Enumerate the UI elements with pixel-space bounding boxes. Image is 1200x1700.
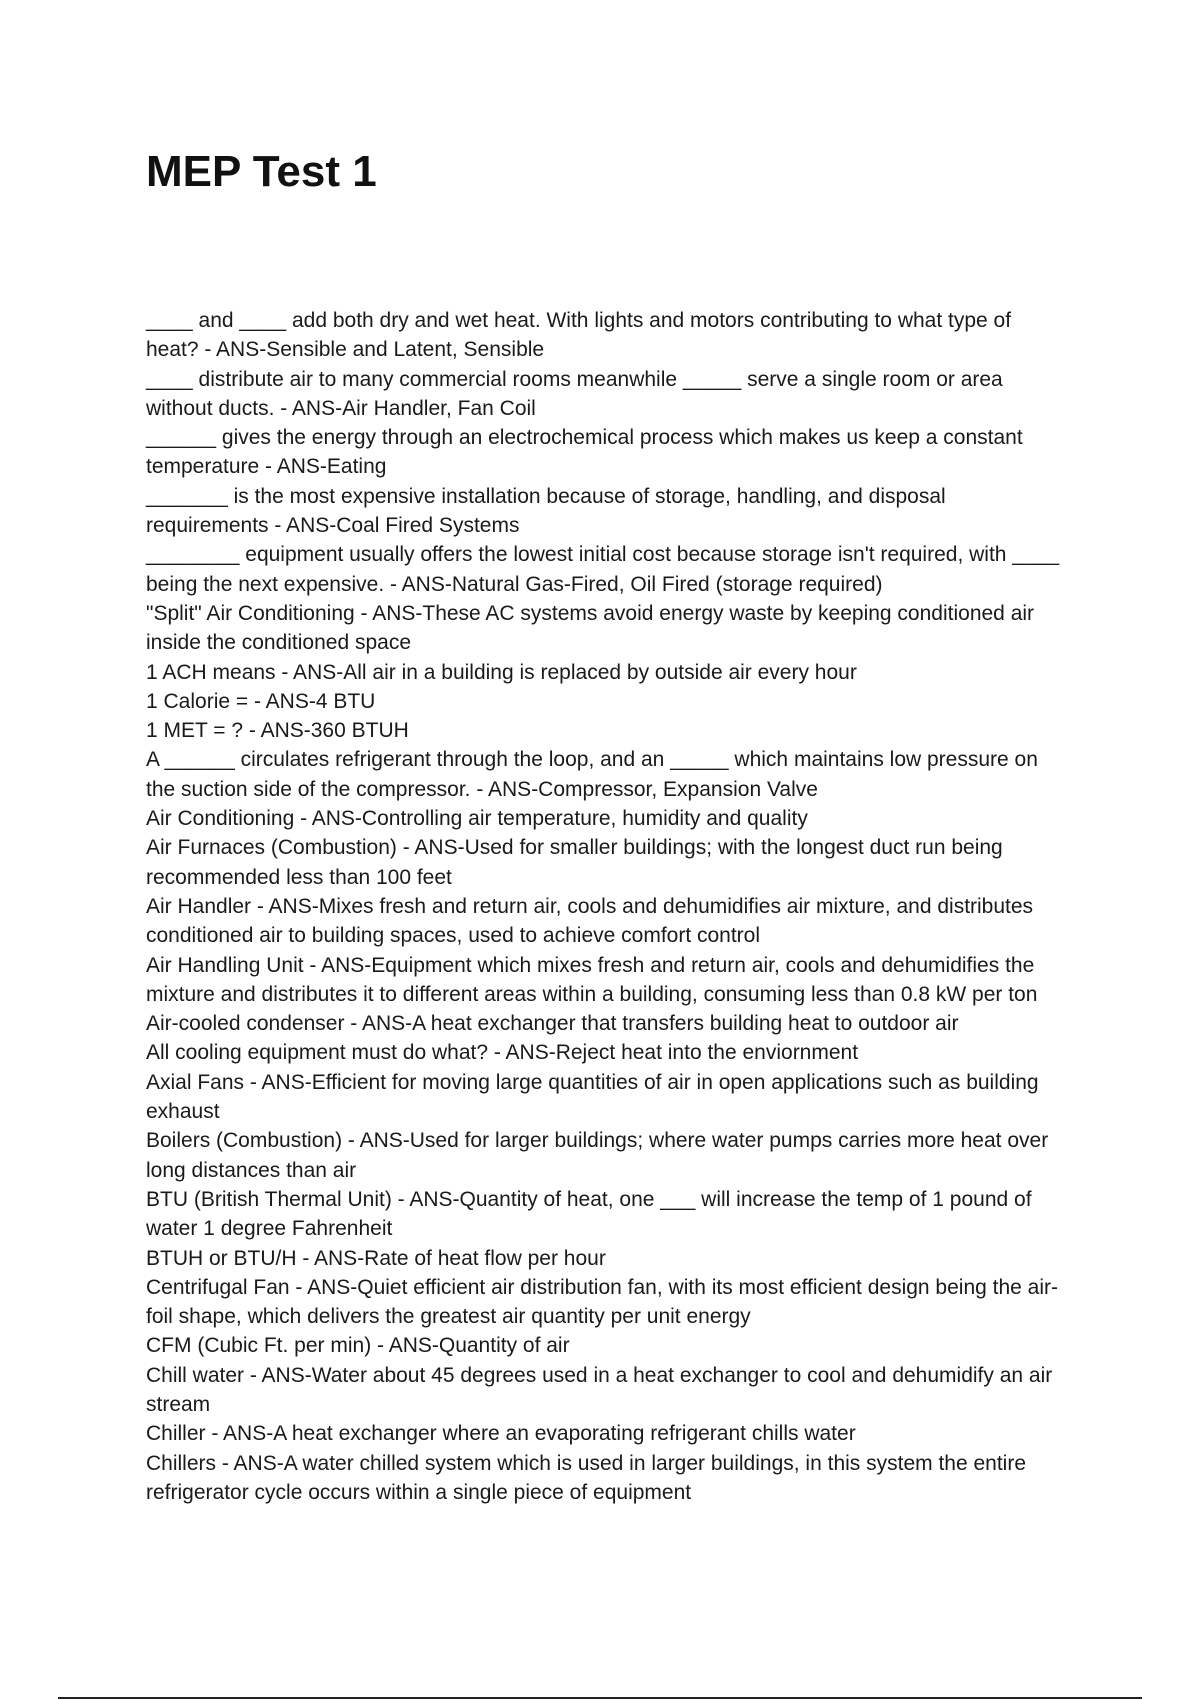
- flashcard-entry: Air Furnaces (Combustion) - ANS-Used for smaller buildings; with the longest duct run being recommended less than 100 feet: [146, 836, 1003, 889]
- flashcard-entry: Air-cooled condenser - ANS-A heat exchanger that transfers building heat to outdoor air: [146, 1012, 959, 1036]
- flashcard-entry: 1 ACH means - ANS-All air in a building is replaced by outside air every hour: [146, 660, 857, 684]
- footer-divider: [58, 1697, 1142, 1699]
- flashcard-entry: A ______ circulates refrigerant through the loop, and an _____ which maintains low pressure on the suction side of the compressor. - ANS-Compressor, Expansion Valve: [146, 748, 1038, 801]
- flashcard-entry: Centrifugal Fan - ANS-Quiet efficient air distribution fan, with its most efficient design being the air-foil shape, which delivers the greatest air quantity per unit energy: [146, 1275, 1059, 1329]
- flashcard-entry: _______ is the most expensive installation because of storage, handling, and disposal requirements - ANS-Coal Fired Systems: [146, 484, 946, 538]
- flashcard-entry: ____ and ____ add both dry and wet heat. With lights and motors contributing to what type of heat? - ANS-Sensible and Latent, Sensible: [146, 309, 1012, 362]
- flashcard-entry: Chiller - ANS-A heat exchanger where an evaporating refrigerant chills water: [146, 1422, 856, 1446]
- flashcard-entry: Chill water - ANS-Water about 45 degrees used in a heat exchanger to cool and dehumidify an air stream: [146, 1363, 1053, 1416]
- flashcard-entry: 1 MET = ? - ANS-360 BTUH: [146, 719, 409, 743]
- flashcard-entry: ______ gives the energy through an electrochemical process which makes us keep a constant temperature - ANS-Eating: [146, 426, 1023, 479]
- flashcard-entry: Chillers - ANS-A water chilled system which is used in larger buildings, in this system the entire refrigerator cycle occurs within a single piece of equipment: [146, 1451, 1027, 1504]
- flashcard-entry: BTU (British Thermal Unit) - ANS-Quantity of heat, one ___ will increase the temp of 1 pound of water 1 degree Fahrenheit: [146, 1187, 1032, 1241]
- page-title: MEP Test 1: [146, 147, 377, 196]
- flashcard-entry: "Split" Air Conditioning - ANS-These AC systems avoid energy waste by keeping conditioned air inside the conditioned space: [146, 601, 1035, 655]
- flashcard-entry: Boilers (Combustion) - ANS-Used for larger buildings; where water pumps carries more heat over long distances than air: [146, 1129, 1049, 1182]
- flashcard-entry: BTUH or BTU/H - ANS-Rate of heat flow per hour: [146, 1246, 606, 1270]
- flashcard-entry: Air Handler - ANS-Mixes fresh and return air, cools and dehumidifies air mixture, and distributes conditioned air to building spaces, used to achieve comfort control: [146, 894, 1034, 948]
- flashcard-entry: 1 Calorie = - ANS-4 BTU: [146, 689, 376, 713]
- flashcard-entry: ________ equipment usually offers the lowest initial cost because storage isn't required, with ____ being the next expensive. - ANS-Natural Gas-Fired, Oil Fired (storage required): [146, 543, 1060, 596]
- flashcard-list: [146, 306, 1066, 1507]
- flashcard-entry: Axial Fans - ANS-Efficient for moving large quantities of air in open applications such as building exhaust: [146, 1070, 1039, 1124]
- flashcard-entry: ____ distribute air to many commercial rooms meanwhile _____ serve a single room or area without ducts. - ANS-Air Handler, Fan Coil: [146, 367, 1003, 420]
- flashcard-entry: Air Conditioning - ANS-Controlling air temperature, humidity and quality: [146, 807, 808, 831]
- flashcard-entry: Air Handling Unit - ANS-Equipment which mixes fresh and return air, cools and dehumidifies the mixture and distributes it to different areas within a building, consuming less than 0.8 kW per ton: [146, 953, 1038, 1006]
- flashcard-entry: All cooling equipment must do what? - ANS-Reject heat into the enviornment: [146, 1041, 859, 1065]
- flashcard-entry: CFM (Cubic Ft. per min) - ANS-Quantity of air: [146, 1334, 570, 1358]
